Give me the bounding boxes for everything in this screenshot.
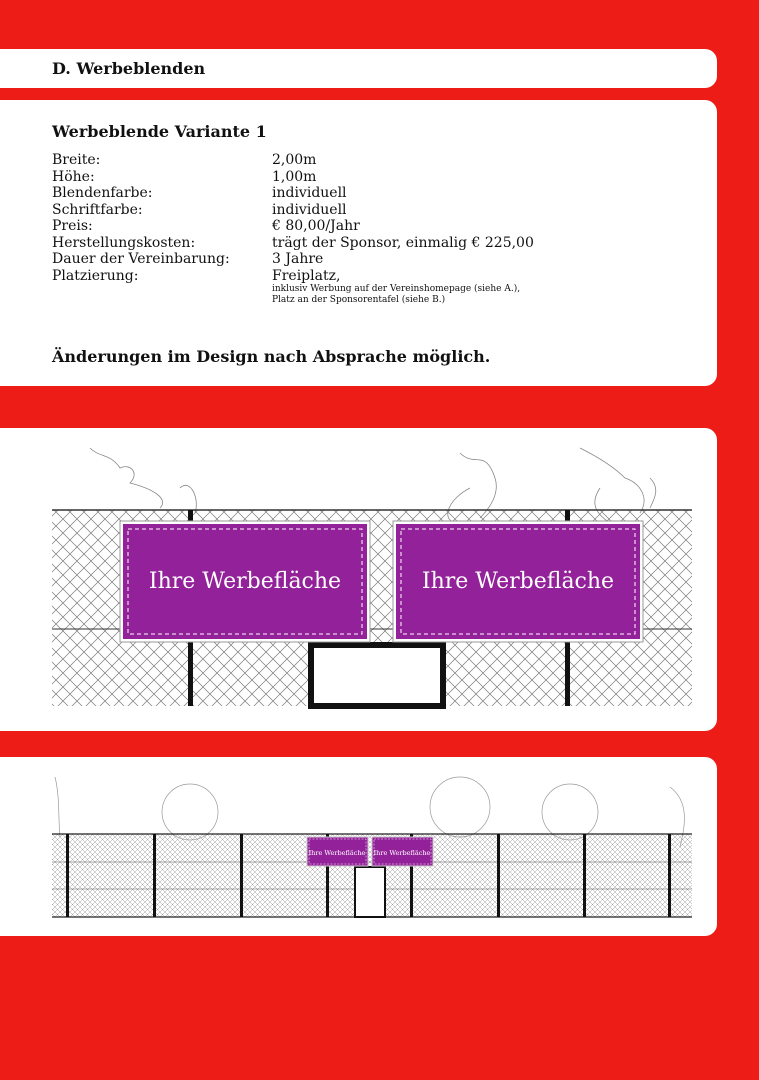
ad-sign-right bbox=[396, 524, 640, 639]
spec-row-price bbox=[52, 218, 534, 235]
fence-illustration-card bbox=[0, 428, 717, 731]
spec-value: individuell bbox=[272, 201, 347, 218]
spec-value: 2,00m bbox=[272, 152, 317, 168]
spec-label: Breite: bbox=[52, 152, 101, 168]
spec-row-font-color bbox=[52, 202, 534, 219]
spec-value: 1,00m bbox=[272, 168, 317, 185]
section-title: D. Werbeblenden bbox=[52, 59, 206, 78]
spec-label: Preis: bbox=[52, 218, 93, 234]
ad-sign-left-small-text: Ihre Werbefläche bbox=[308, 849, 366, 857]
spec-label: Herstellungskosten: bbox=[52, 234, 196, 251]
gate-frame bbox=[355, 867, 385, 917]
placement-note: Platz an der Sponsorentafel (siehe B.) bbox=[272, 295, 446, 305]
spec-value: Freiplatz, bbox=[272, 267, 341, 284]
spec-row-duration bbox=[52, 251, 534, 268]
spec-value: € 80,00/Jahr bbox=[272, 218, 360, 234]
spec-value: trägt der Sponsor, einmalig € 225,00 bbox=[272, 234, 534, 251]
section-header-card bbox=[0, 49, 717, 88]
spec-label: Schriftfarbe: bbox=[52, 201, 143, 218]
spec-row-production-cost bbox=[52, 235, 534, 252]
spec-row-height bbox=[52, 169, 534, 186]
spec-row-panel-color bbox=[52, 185, 534, 202]
fence-closeup-drawing bbox=[0, 428, 717, 731]
spec-row-width bbox=[52, 152, 534, 169]
ad-sign-left-text: Ihre Werbefläche bbox=[148, 569, 342, 594]
fence-overview-drawing bbox=[0, 757, 717, 936]
fence-overview-card bbox=[0, 757, 717, 936]
spec-label: Blendenfarbe: bbox=[52, 185, 153, 201]
ad-sign-right-small-text: Ihre Werbefläche bbox=[373, 849, 431, 857]
gate-frame bbox=[311, 645, 443, 706]
spec-label: Platzierung: bbox=[52, 267, 139, 284]
variant-title: Werbeblende Variante 1 bbox=[52, 122, 267, 141]
spec-row-placement bbox=[52, 268, 534, 285]
design-note: Änderungen im Design nach Absprache möglich. bbox=[52, 347, 491, 366]
ad-sign-left bbox=[123, 524, 367, 639]
ad-sign-left-small bbox=[307, 837, 368, 866]
spec-value: 3 Jahre bbox=[272, 251, 324, 267]
placement-note: inklusiv Werbung auf der Vereinshomepage (siehe A.), bbox=[272, 284, 521, 294]
ad-sign-right-text: Ihre Werbefläche bbox=[421, 569, 615, 594]
spec-label: Dauer der Vereinbarung: bbox=[52, 251, 230, 267]
spec-table bbox=[52, 152, 534, 306]
ad-sign-right-small bbox=[372, 837, 433, 866]
spec-card bbox=[0, 100, 717, 386]
spec-label: Höhe: bbox=[52, 168, 95, 185]
spec-value: individuell bbox=[272, 185, 347, 201]
